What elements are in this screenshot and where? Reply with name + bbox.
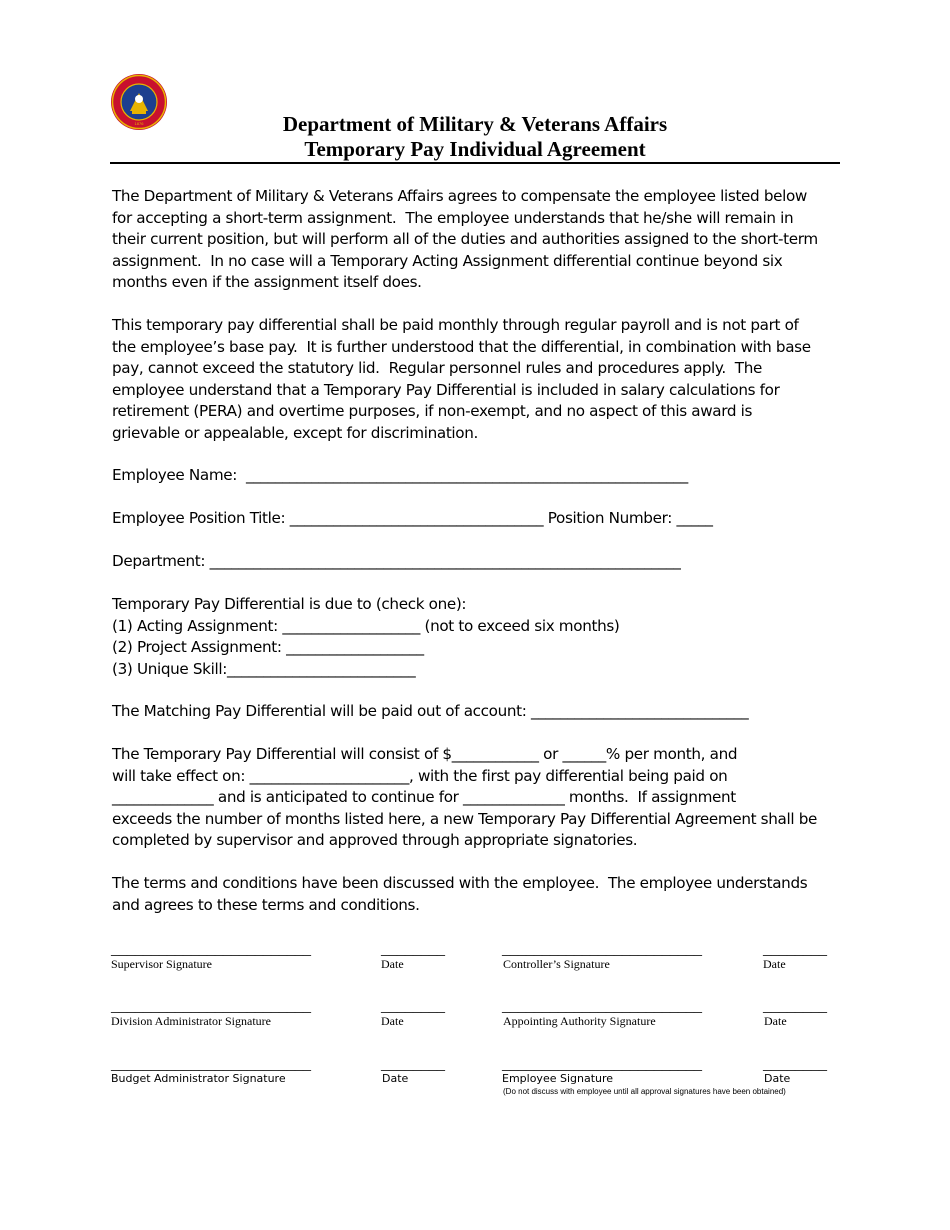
para3-line: completed by supervisor and approved through appropriate signatories. [112,831,638,849]
date-label: Date [764,1014,787,1028]
employee-signature-line[interactable]: _________________________ [502,1056,702,1073]
employee-signature-label: Employee Signature [502,1072,614,1085]
date-label: Date [763,957,786,971]
para4-line: The terms and conditions have been discussed with the employee. The employee understands [112,874,808,892]
account-field[interactable]: The Matching Pay Differential will be paid out of account: ______________________________ [112,702,749,720]
seal-year: 1876 [134,121,144,126]
para1-line: months even if the assignment itself does. [112,273,422,291]
supervisor-signature-label: Supervisor Signature [111,957,212,971]
supervisor-signature-line[interactable]: _________________________ [111,941,311,958]
date-label: Date [381,957,404,971]
employee-name-field[interactable]: Employee Name: _____________________________________________________________ [112,466,688,484]
para2-line: the employee’s base pay. It is further understood that the differential, in combination with base [112,337,811,356]
appointing-authority-date-line[interactable]: ________ [763,998,827,1015]
appointing-authority-signature-line[interactable]: _________________________ [502,998,702,1015]
employee-signature-note: (Do not discuss with employee until all approval signatures have been obtained) [503,1087,786,1096]
acting-assignment-field[interactable]: (1) Acting Assignment: ___________________ (not to exceed six months) [112,616,620,635]
controller-signature-label: Controller’s Signature [503,957,610,971]
budget-admin-date-line[interactable]: ________ [381,1056,445,1073]
employee-date-line[interactable]: ________ [763,1056,827,1073]
division-admin-signature-label: Division Administrator Signature [111,1014,271,1028]
controller-signature-line[interactable]: _________________________ [502,941,702,958]
date-label: Date [381,1014,404,1028]
department-field[interactable]: Department: _________________________________________________________________ [112,552,681,570]
division-admin-signature-line[interactable]: _________________________ [111,998,311,1015]
para3-line[interactable]: will take effect on: ______________________, with the first pay differential being paid on [112,766,728,785]
para2-line: retirement (PERA) and overtime purposes, if non-exempt, and no aspect of this award is [112,402,753,420]
controller-date-line[interactable]: ________ [763,941,827,958]
para3-line: exceeds the number of months listed here, a new Temporary Pay Differential Agreement shall be [112,809,817,828]
project-assignment-field[interactable]: (2) Project Assignment: ___________________ [112,638,424,656]
date-label: Date [764,1072,791,1085]
page-title: Department of Military & Veterans Affairs [282,112,668,136]
para2-line: grievable or appealable, except for discrimination. [112,423,478,442]
budget-admin-signature-label: Budget Administrator Signature [111,1072,286,1085]
para2-line: employee understand that a Temporary Pay Differential is included in salary calculations for [112,380,780,399]
header-divider [110,162,840,164]
para1-line: for accepting a short-term assignment. The employee understands that he/she will remain in [112,208,794,227]
para1-line: their current position, but will perform all of the duties and authorities assigned to the short-term [112,230,818,248]
differential-heading: Temporary Pay Differential is due to (check one): [112,595,467,613]
appointing-authority-signature-label: Appointing Authority Signature [503,1014,656,1028]
division-admin-date-line[interactable]: ________ [381,998,445,1015]
date-label: Date [382,1072,409,1085]
para1-line: The Department of Military & Veterans Affairs agrees to compensate the employee listed below [112,187,807,205]
para2-line: This temporary pay differential shall be paid monthly through regular payroll and is not part of [112,316,799,334]
para3-line[interactable]: ______________ and is anticipated to continue for ______________ months. If assignment [112,788,736,806]
para4-line: and agrees to these terms and conditions. [112,895,420,914]
para3-line[interactable]: The Temporary Pay Differential will consist of $____________ or ______% per month, and [112,745,738,763]
position-title-field[interactable]: Employee Position Title: ___________________________________ Position Number: _____ [112,509,713,527]
page-subtitle: Temporary Pay Individual Agreement [304,137,646,161]
unique-skill-field[interactable]: (3) Unique Skill:__________________________ [112,659,416,678]
budget-admin-signature-line[interactable]: _________________________ [111,1056,311,1073]
para2-line: pay, cannot exceed the statutory lid. Regular personnel rules and procedures apply. The [112,359,762,377]
supervisor-date-line[interactable]: ________ [381,941,445,958]
para1-line: assignment. In no case will a Temporary Acting Assignment differential continue beyond six [112,251,783,270]
